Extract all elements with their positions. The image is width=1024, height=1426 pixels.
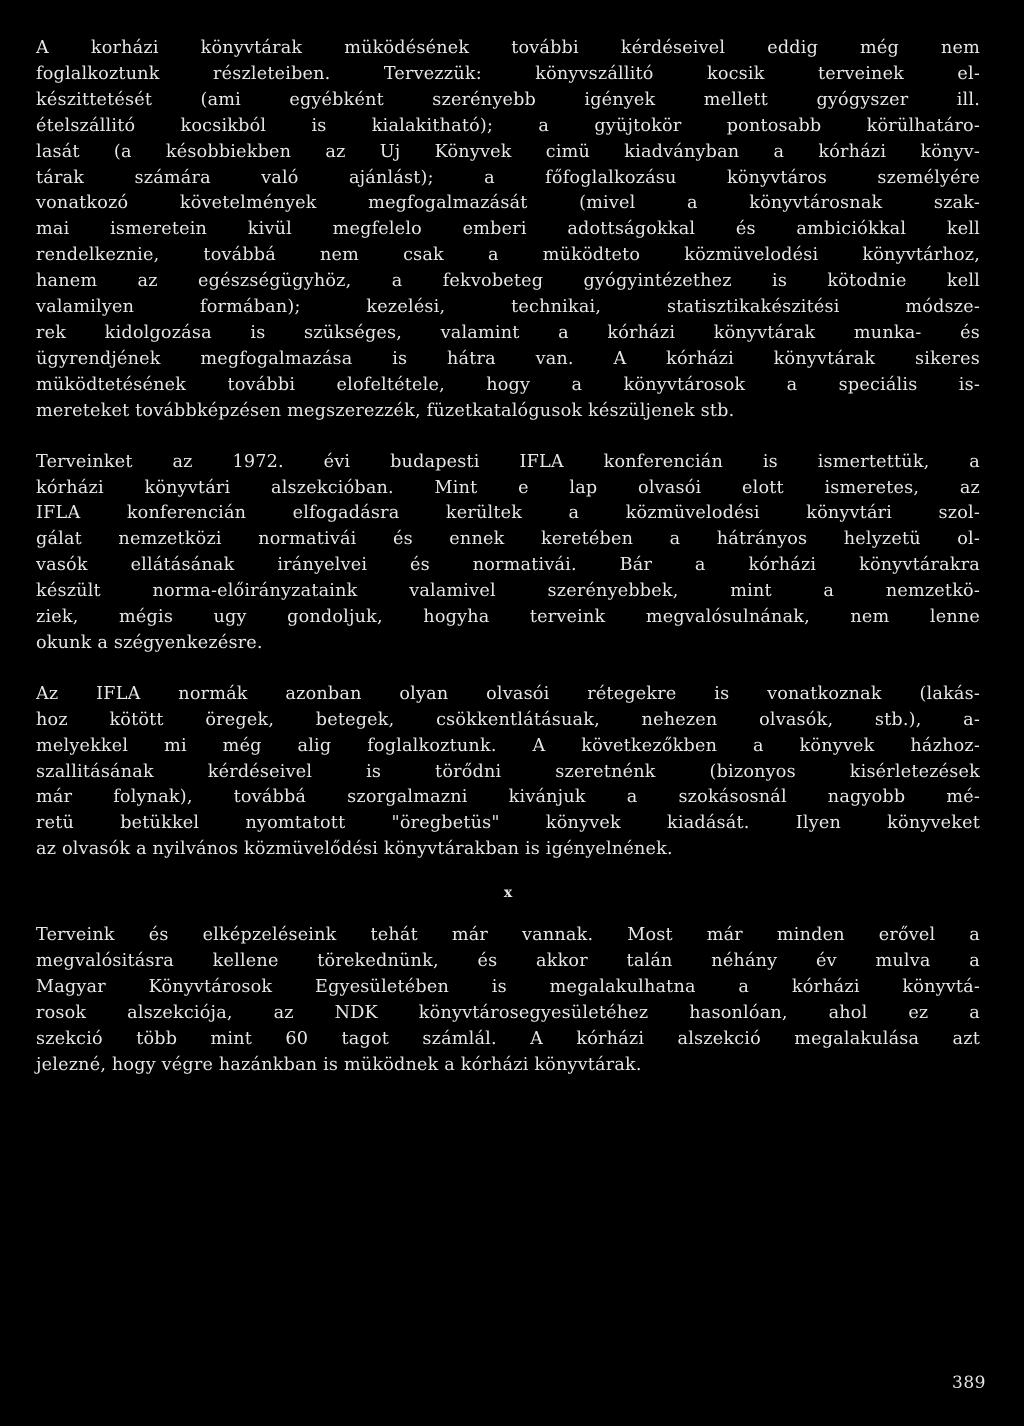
text-line: Terveinket az 1972. évi budapesti IFLA konferencián is ismertettük, a (36, 451, 980, 472)
text-line: szekció több mint 60 tagot számlál. A kórházi alszekció megalakulása azt (36, 1028, 980, 1049)
text-line: lasát (a késobbiekben az Uj Könyvek cimü kiadványban a kórházi könyv- (36, 141, 980, 162)
text-line: retü betükkel nyomtatott "öregbetüs" könyvek kiadását. Ilyen könyveket (36, 813, 980, 834)
text-line: készült norma-előirányzataink valamivel szerényebbek, mint a nemzetkö- (36, 581, 980, 602)
page-body (36, 36, 980, 1079)
text-line: gálat nemzetközi normativái és ennek keretében a hátrányos helyzetü ol- (36, 529, 980, 550)
text-line: Az IFLA normák azonban olyan olvasói rétegekre is vonatkoznak (lakás- (36, 683, 980, 704)
text-line: készittetését (ami egyébként szerényebb igények mellett gyógyszer ill. (36, 89, 980, 110)
paragraph-gap (36, 425, 980, 450)
text-line: hoz kötött öregek, betegek, csökkentlátásuak, nehezen olvasók, stb.), a- (36, 709, 980, 730)
paragraph-gap (36, 903, 980, 923)
text-line: kórházi könyvtári alszekcióban. Mint e lap olvasói elott ismeretes, az (36, 477, 980, 498)
text-line: Magyar Könyvtárosok Egyesületében is megalakulhatna a kórházi könyvtá- (36, 977, 980, 997)
text-line: szallitásának kérdéseivel is törődni szeretnénk (bizonyos kisérletezések (36, 761, 980, 782)
text-line: valamilyen formában); kezelési, technikai, statisztikakészitési módsze- (36, 297, 980, 318)
text-line: jelezné, hogy végre hazánkban is müködnek a kórházi könyvtárak. (36, 1054, 642, 1075)
text-line: müködtetésének további elofeltétele, hogy a könyvtárosok a speciális is- (36, 374, 980, 395)
paragraph-4 (36, 923, 980, 1078)
text-line: hanem az egészségügyhöz, a fekvobeteg gyógyintézethez is kötodnie kell (36, 271, 980, 292)
paragraph-1 (36, 36, 980, 425)
page-number: 389 (952, 1373, 986, 1393)
text-line: melyekkel mi még alig foglalkoztunk. A következőkben a könyvek házhoz- (36, 735, 980, 756)
text-line: rek kidolgozása is szükséges, valamint a kórházi könyvtárak munka- és (36, 322, 980, 343)
paragraph-2 (36, 450, 980, 657)
text-line: már folynak), továbbá szorgalmazni kivánjuk a szokásosnál nagyobb mé- (36, 787, 980, 808)
text-line: mereteket továbbképzésen megszerezzék, füzetkatalógusok készüljenek stb. (36, 400, 735, 421)
text-line: vonatkozó követelmények megfogalmazását (mivel a könyvtárosnak szak- (36, 193, 980, 214)
text-line: mai ismeretein kivül megfelelo emberi adottságokkal és ambiciókkal kell (36, 219, 980, 240)
text-line: megvalósitásra kellene törekednünk, és akkor talán néhány év mulva a (36, 951, 980, 972)
text-line: foglalkoztunk részleteiben. Tervezzük: könyvszállitó kocsik terveinek el- (36, 63, 980, 84)
text-line: rosok alszekciója, az NDK könyvtárosegyesületéhez hasonlóan, ahol ez a (36, 1002, 980, 1023)
paragraph-gap (36, 657, 980, 682)
text-line: ételszállitó kocsikból is kialakitható); a gyüjtokör pontosabb körülhatáro- (36, 115, 980, 136)
text-line: A korházi könyvtárak müködésének további kérdéseivel eddig még nem (36, 38, 980, 58)
section-separator: x (503, 885, 513, 902)
text-line: vasók ellátásának irányelvei és normativái. Bár a kórházi könyvtárakra (36, 555, 980, 576)
paragraph-gap (36, 863, 980, 883)
text-line: IFLA konferencián elfogadásra kerültek a közmüvelodési könyvtári szol- (36, 503, 980, 524)
text-line: az olvasók a nyilvános közmüvelődési könyvtárakban is igényelnének. (36, 839, 673, 860)
text-line: rendelkeznie, továbbá nem csak a müködteto közmüvelodési könyvtárhoz, (36, 245, 980, 266)
text-line: Terveink és elképzeléseink tehát már vannak. Most már minden erővel a (36, 925, 980, 946)
text-line: ziek, mégis ugy gondoljuk, hogyha terveink megvalósulnának, nem lenne (36, 607, 980, 628)
text-line: ügyrendjének megfogalmazása is hátra van. A kórházi könyvtárak sikeres (36, 348, 980, 369)
text-line: okunk a szégyenkezésre. (36, 632, 263, 653)
text-line: tárak számára való ajánlást); a főfoglalkozásu könyvtáros személyére (36, 167, 980, 188)
paragraph-3 (36, 682, 980, 863)
